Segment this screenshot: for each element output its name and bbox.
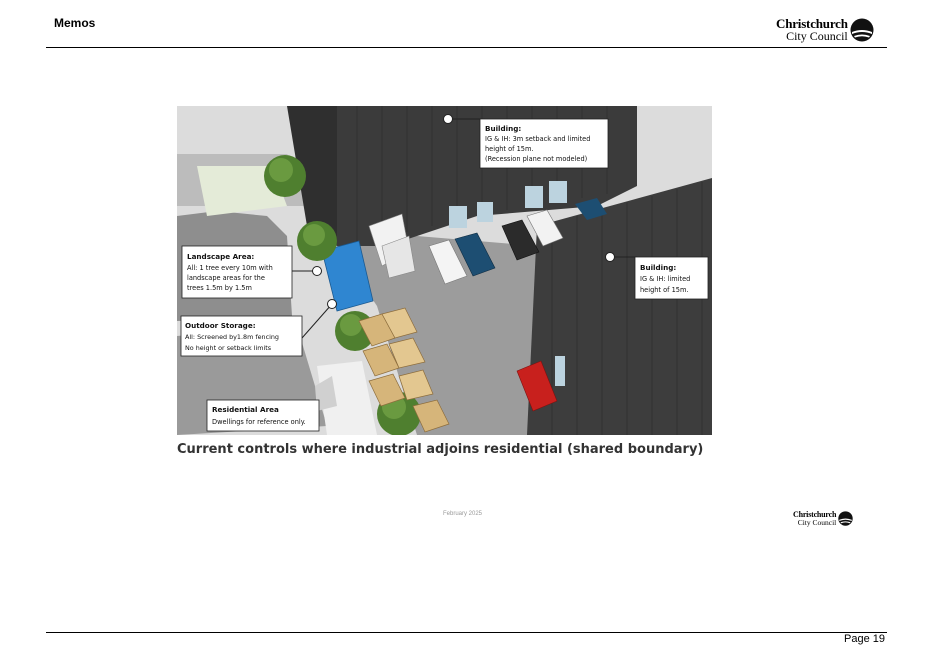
callout-title: Outdoor Storage: (185, 321, 256, 330)
logo-line-2: City Council (786, 29, 848, 43)
callout-line: All: 1 tree every 10m with (187, 264, 273, 272)
callout-line: IG & IH: limited (640, 275, 691, 283)
callout-line: height of 15m. (485, 145, 534, 153)
callout-title: Building: (640, 263, 677, 272)
callout-building-rear (480, 119, 608, 168)
tree-emblem-icon (838, 511, 853, 526)
callout-line: Dwellings for reference only. (212, 418, 306, 426)
council-logo-footer (793, 511, 853, 527)
tree-emblem-icon (850, 18, 874, 42)
page-number: Page 19 (844, 633, 885, 645)
footer-date: February 2025 (443, 511, 483, 517)
figure-caption: Current controls where industrial adjoins residential (shared boundary) (177, 442, 704, 457)
site-diagram (177, 106, 712, 435)
callout-line: trees 1.5m by 1.5m (187, 284, 252, 292)
footer-divider (46, 632, 887, 633)
callout-title: Residential Area (212, 405, 279, 414)
site-diagram-figure (177, 106, 712, 435)
callout-title: Landscape Area: (187, 252, 255, 261)
callout-line: IG & IH: 3m setback and limited (485, 135, 591, 143)
callout-line: All: Screened by1.8m fencing (185, 333, 279, 341)
callout-landscape-area (182, 246, 292, 298)
callout-line: No height or setback limits (185, 344, 272, 352)
council-logo-header (776, 17, 874, 42)
logo-line-2: City Council (797, 518, 837, 527)
logo-line-1: Christchurch (776, 16, 848, 31)
header-divider (46, 47, 887, 48)
callout-line: (Recession plane not modeled) (485, 155, 588, 163)
callout-line: landscape areas for the (187, 274, 265, 282)
callout-outdoor-storage (181, 316, 302, 356)
document-header-title: Memos (54, 16, 96, 30)
callout-title: Building: (485, 124, 522, 133)
callout-residential-area (207, 400, 319, 431)
callout-building-side (635, 257, 708, 299)
callout-line: height of 15m. (640, 286, 689, 294)
logo-line-1: Christchurch (793, 510, 837, 519)
